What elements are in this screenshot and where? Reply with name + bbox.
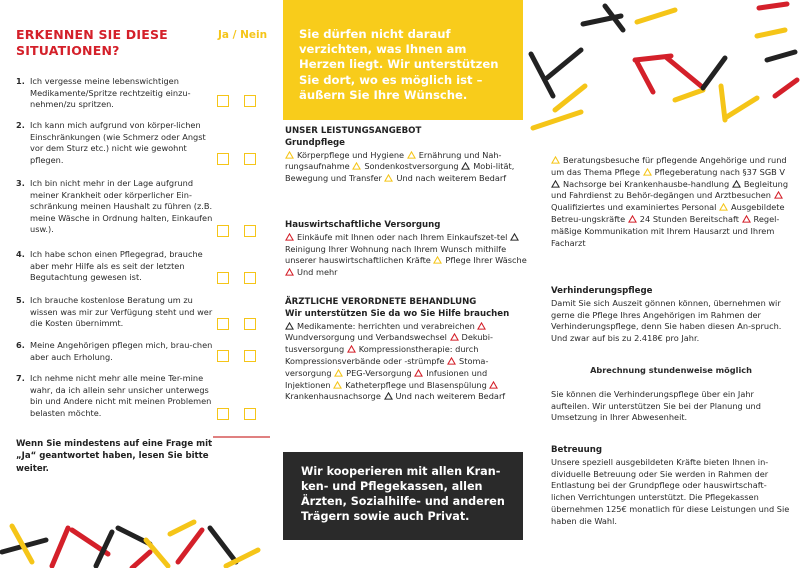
question-text: Ich nehme nicht mehr alle meine Ter-mine wahr, da ich allein sehr unsicher unterwegs bin und Andere nicht mit meinen Problemen belasten möchte. <box>30 373 212 418</box>
list-item-text: Sondenkostversorgung <box>364 161 459 172</box>
nein-checkbox[interactable] <box>244 95 256 107</box>
list-item-text: Kompressionstherapie: durch Kompressionsverbände oder -strümpfe <box>285 344 479 366</box>
ja-checkbox[interactable] <box>217 272 229 284</box>
list-item-text: Dekubi-tusversorgung <box>285 332 493 355</box>
cooperation-box <box>283 452 523 540</box>
triangle-bullet-icon <box>352 162 361 170</box>
triangle-bullet-icon <box>510 233 519 241</box>
grundpflege-section <box>285 126 530 185</box>
triangle-bullet-icon <box>334 369 343 377</box>
more-services <box>551 155 791 249</box>
decorative-triangles-top-right <box>525 0 800 150</box>
question-number: 3. <box>16 178 25 188</box>
ja-checkbox[interactable] <box>217 95 229 107</box>
question-item <box>16 373 221 419</box>
ja-nein-label: Ja / Nein <box>218 29 268 41</box>
hauswirtschaft-list <box>285 232 530 279</box>
more-services-list <box>551 155 791 249</box>
triangle-bullet-icon <box>433 256 442 264</box>
wishes-banner-text: Sie dürfen nicht darauf verzichten, was Ihnen am Herzen liegt. Wir unterstützen Sie dort, wo es möglich ist – äußern Sie Ihre Wünsche. <box>299 27 499 102</box>
list-item-text: Einkäufe mit Ihnen oder nach Ihrem Einkaufszet-tel <box>297 231 508 242</box>
list-item-text: 24 Stunden Bereitschaft <box>639 213 739 224</box>
triangle-bullet-icon <box>774 191 783 199</box>
question-number: 2. <box>16 120 25 130</box>
list-item-text: Katheterpflege und Blasenspülung <box>345 379 487 390</box>
triangle-bullet-icon <box>719 203 728 211</box>
verhinderung-title: Verhinderungspflege <box>551 286 653 296</box>
ja-checkbox[interactable] <box>217 350 229 362</box>
nein-checkbox[interactable] <box>244 318 256 330</box>
question-item <box>16 120 221 166</box>
aerztlich-subtitle: Wir unterstützen Sie da wo Sie Hilfe brauchen <box>285 308 510 319</box>
triangle-bullet-icon <box>742 215 751 223</box>
question-text: Ich brauche kostenlose Beratung um zu wissen was mir zur Verfügung steht und wer die Kosten übernimmt. <box>30 295 213 329</box>
triangle-bullet-icon <box>285 151 294 159</box>
hauswirtschaft-section <box>285 220 530 279</box>
triangle-bullet-icon <box>414 369 423 377</box>
stundenweise-title: Abrechnung stundenweise möglich <box>590 365 752 375</box>
triangle-bullet-icon <box>628 215 637 223</box>
list-item-text: Pflege Ihrer Wäsche <box>445 255 527 266</box>
divider-line <box>213 436 270 438</box>
list-item-text: Reinigung Ihrer Wohnung nach Ihrem Wunsch mithilfe unserer hauswirtschaftlichen Kräfte <box>285 243 507 266</box>
list-item-text: Und nach weiterem Bedarf <box>395 391 506 402</box>
list-item-text: Pflegeberatung nach §37 SGB V <box>654 166 786 177</box>
ja-checkbox[interactable] <box>217 318 229 330</box>
triangle-bullet-icon <box>384 174 393 182</box>
question-item <box>16 295 221 330</box>
aerztlich-list <box>285 321 530 404</box>
decorative-triangles-bottom-left <box>0 470 265 568</box>
question-number: 5. <box>16 295 25 305</box>
list-item-text: Medikamente: herrichten und verabreichen <box>297 320 475 331</box>
nein-checkbox[interactable] <box>244 408 256 420</box>
ja-checkbox[interactable] <box>217 408 229 420</box>
list-item-text: Ausgebildete Betreu-ungskräfte <box>551 202 785 224</box>
list-item-text: Körperpflege und Hygiene <box>297 149 405 160</box>
aerztlich-section <box>285 297 530 403</box>
list-item-text: Begleitung und Fahrdienst zu Behör-degängen und Arztbesuchen <box>551 178 789 201</box>
triangle-bullet-icon <box>732 180 741 188</box>
continue-note: Wenn Sie mindestens auf eine Frage mit „Ja“ geantwortet haben, lesen Sie bitte weiter. <box>16 439 213 474</box>
question-number: 7. <box>16 373 25 383</box>
list-item-text: Qualifiziertes und examiniertes Personal <box>551 202 717 213</box>
list-item-text: Infusionen und Injektionen <box>285 367 488 390</box>
triangle-bullet-icon <box>347 345 356 353</box>
ja-checkbox[interactable] <box>217 225 229 237</box>
list-item-text: Nachsorge bei Krankenhausbe-handlung <box>563 178 730 189</box>
triangle-bullet-icon <box>551 156 560 164</box>
stundenweise-text: Sie können die Verhinderungspflege über ein Jahr aufteilen. Wir unterstützen Sie bei der Planung und Umsetzung in Ihrer Abwesenheit. <box>551 388 761 423</box>
list-item-text: Krankenhausnachsorge <box>285 391 381 402</box>
triangle-bullet-icon <box>285 268 294 276</box>
verhinderung-text: Damit Sie sich Auszeit gönnen können, übernehmen wir gerne die Pflege Ihres Angehörigen im Rahmen der Verhinderungspflege, denn Sie haben diesen An-spruch. Und zwar auf bis zu 2.418€ pro Jahr. <box>551 297 782 344</box>
list-item-text: Mobi-lität, Bewegung und Transfer <box>285 161 515 184</box>
cooperation-text: Wir kooperieren mit allen Kran-ken- und Pflegekassen, allen Ärzten, Sozialhilfe- und anderen Trägern sowie auch Privat. <box>301 465 505 523</box>
grundpflege-list <box>285 150 530 185</box>
triangle-bullet-icon <box>461 162 470 170</box>
triangle-bullet-icon <box>407 151 416 159</box>
list-item-text: Beratungsbesuche für pflegende Angehörige und rund um das Thema Pflege <box>551 155 787 177</box>
triangle-bullet-icon <box>285 322 294 330</box>
triangle-bullet-icon <box>447 357 456 365</box>
triangle-bullet-icon <box>450 333 459 341</box>
question-text: Ich bin nicht mehr in der Lage aufgrund meiner Krankheit oder körperlicher Ein-schränkung meinen Haushalt zu führen (z.B. meine Wäsche in Ordnung halten, Einkaufen usw.). <box>30 178 213 235</box>
question-text: Ich habe schon einen Pflegegrad, brauche aber mehr Hilfe als es seit der letzten Begutachtung gewesen ist. <box>30 249 203 283</box>
triangle-bullet-icon <box>285 233 294 241</box>
question-text: Meine Angehörigen pflegen mich, brau-chen aber auch Erholung. <box>30 340 213 362</box>
stundenweise-section <box>551 365 791 424</box>
question-item <box>16 249 221 284</box>
triangle-bullet-icon <box>489 381 498 389</box>
hauswirtschaft-title: Hauswirtschaftliche Versorgung <box>285 220 441 230</box>
question-text: Ich kann mich aufgrund von körper-lichen Einschränkungen (wie Schmerz oder Angst vor dem Sturz etc.) nicht wie gewohnt pflegen. <box>30 120 206 165</box>
list-item-text: Und mehr <box>297 267 338 278</box>
wishes-banner <box>283 0 523 120</box>
question-item <box>16 340 221 363</box>
aerztlich-title: ÄRZTLICHE VERORDNETE BEHANDLUNG <box>285 297 477 307</box>
triangle-bullet-icon <box>384 392 393 400</box>
triangle-bullet-icon <box>551 180 560 188</box>
question-number: 6. <box>16 340 25 350</box>
triangle-bullet-icon <box>477 322 486 330</box>
services-heading: UNSER LEISTUNGSANGEBOT <box>285 126 422 136</box>
betreuung-section <box>551 445 791 528</box>
nein-checkbox[interactable] <box>244 272 256 284</box>
list-item-text: PEG-Versorgung <box>346 367 412 378</box>
verhinderung-section <box>551 286 791 345</box>
list-item-text: Ernährung und Nah-rungsaufnahme <box>285 149 502 172</box>
betreuung-text: Unsere speziell ausgebildeten Kräfte bieten Ihnen in-dividuelle Betreuung oder Sie werden in Rahmen der Entlastung bei der Grundpflege oder hauswirtschaft-lichen Verrichtungen unterstützt. Die Pflegekassen übernehmen 125€ monatlich für diese Leistungen und Sie haben die Wahl. <box>551 456 790 526</box>
question-number: 4. <box>16 249 25 259</box>
list-item-text: Wundversorgung und Verbandswechsel <box>285 332 447 343</box>
question-item <box>16 178 221 236</box>
triangle-bullet-icon <box>333 381 342 389</box>
question-number: 1. <box>16 76 25 86</box>
list-item-text: Und nach weiterem Bedarf <box>396 173 507 184</box>
nein-checkbox[interactable] <box>244 153 256 165</box>
question-text: Ich vergesse meine lebenswichtigen Medikamente/Spritze rechtzeitig einzu-nehmen/zu spritzen. <box>30 76 191 110</box>
triangle-bullet-icon <box>643 168 652 176</box>
list-item-text: Regel-mäßige Kommunikation mit Ihrem Hausarzt und Ihrem Facharzt <box>551 213 780 248</box>
question-item <box>16 76 221 111</box>
nein-checkbox[interactable] <box>244 350 256 362</box>
ja-checkbox[interactable] <box>217 153 229 165</box>
situations-heading: ERKENNEN SIE DIESE SITUATIONEN? <box>16 27 168 58</box>
list-item-text: Stoma-versorgung <box>285 355 489 378</box>
nein-checkbox[interactable] <box>244 225 256 237</box>
betreuung-title: Betreuung <box>551 445 603 455</box>
grundpflege-title: Grundpflege <box>285 137 346 148</box>
